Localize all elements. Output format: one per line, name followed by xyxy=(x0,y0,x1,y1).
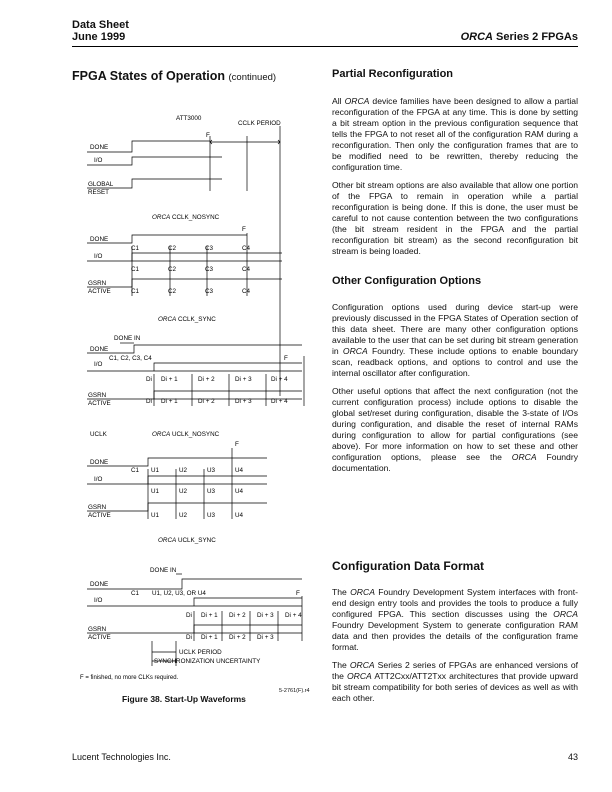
p6-c: Series 2 series of FPGAs are enhanced versions of the xyxy=(332,660,578,681)
heading-other-options: Other Configuration Options xyxy=(332,275,482,287)
di-label-d0: Di xyxy=(186,634,192,641)
p4-start: Other useful options that affect the next configuration (not the current configuration process) include options to disable the global set/reset during configuration, disable the 3-state of I/Os during configuration, and disable the reset of internal RAMs during configuration to allow for partial configurations (see above). For more information on how to set these and other configuration options, please see the xyxy=(332,386,578,462)
u3-label-a: U3 xyxy=(207,467,216,474)
cclk-nosync-ticks xyxy=(132,233,247,296)
header-product xyxy=(461,31,578,43)
done-label-5: DONE xyxy=(90,581,109,588)
gsrn-label-1: GSRN xyxy=(88,280,107,287)
p1-rest: device families have been designed to allow a partial reconfiguration of the FPGA at any time. This is done by setting a bit stream option in the previous configuration sequence that tells the FPGA to not reset all of the configuration RAM during a reconfiguration. Then only the configuration frames that are to be modified need to be rewritten, thereby reducing the configuration time. xyxy=(332,96,578,172)
di-label-a4: Di + 4 xyxy=(271,376,288,383)
p1-orca: ORCA xyxy=(344,96,370,106)
uclk-period-label: UCLK PERIOD xyxy=(179,649,222,656)
c1-label-c: C1 xyxy=(131,288,140,295)
uclk-sync-text: UCLK_SYNC xyxy=(177,537,216,544)
di-label-d1: Di + 1 xyxy=(201,634,218,641)
uclk-nosync-title xyxy=(152,431,220,438)
orca-tag-3: ORCA xyxy=(152,431,171,438)
header-date: June 1999 xyxy=(72,31,126,43)
global-label: GLOBAL xyxy=(88,181,114,188)
uclk-sync-title xyxy=(158,537,216,544)
done-label-2: DONE xyxy=(90,236,109,243)
di-label-b4: Di + 4 xyxy=(271,398,288,405)
sync-uncertainty-label: SYNCHRONIZATION UNCERTAINTY xyxy=(154,658,261,665)
u-seq-label: U1, U2, U3, OR U4 xyxy=(152,590,206,597)
section-title-text: FPGA States of Operation xyxy=(72,69,226,83)
section-title-suffix: (continued) xyxy=(228,72,277,83)
u2-label-c: U2 xyxy=(179,512,188,519)
io-label-4: I/O xyxy=(94,476,103,483)
c1-label-u: C1 xyxy=(131,467,140,474)
u4-label-a: U4 xyxy=(235,467,244,474)
di-label-c3: Di + 3 xyxy=(257,612,274,619)
c4-label-a: C4 xyxy=(242,245,251,252)
p6-orca-2: ORCA xyxy=(346,671,372,681)
orca-tag-1: ORCA xyxy=(152,214,171,221)
io-wave-4 xyxy=(87,476,267,484)
gsrn-label-2: GSRN xyxy=(88,392,107,399)
di-label-b1: Di + 1 xyxy=(161,398,178,405)
done-wave-5 xyxy=(87,579,302,589)
c-seq-label: C1, C2, C3, C4 xyxy=(109,355,152,362)
di-label-b3: Di + 3 xyxy=(235,398,252,405)
di-label-a1: Di + 1 xyxy=(161,376,178,383)
para-format-1 xyxy=(332,587,578,653)
c3-label-b: C3 xyxy=(205,266,214,273)
p3-orca: ORCA xyxy=(342,346,368,356)
cclk-period-label: CCLK PERIOD xyxy=(238,120,281,127)
io-wave-5 xyxy=(87,598,302,606)
io-wave-3 xyxy=(87,363,302,371)
u3-label-c: U3 xyxy=(207,512,216,519)
c4-label-b: C4 xyxy=(242,266,251,273)
u1-label-a: U1 xyxy=(151,467,160,474)
done-wave-2 xyxy=(87,235,247,243)
c2-label-b: C2 xyxy=(168,266,177,273)
other-options-body xyxy=(332,302,578,481)
orca-tag-4: ORCA xyxy=(158,537,177,544)
f-marker-3: F xyxy=(284,355,288,362)
gsrn-wave-3 xyxy=(87,503,267,511)
uclk-nosync-text: UCLK_NOSYNC xyxy=(171,431,220,438)
p6-e: ATT2Cxx/ATT2Txx architectures that provide upward bit stream compatibility for both series of devices as well as with each other. xyxy=(332,671,578,703)
di-label-a0: Di xyxy=(146,376,152,383)
di-label-c2: Di + 2 xyxy=(229,612,246,619)
header-rule xyxy=(72,46,578,47)
orca-tag-2: ORCA xyxy=(158,316,177,323)
f-marker-5: F xyxy=(296,590,300,597)
para-format-2 xyxy=(332,660,578,704)
f-marker-4: F xyxy=(235,441,239,448)
u3-label-b: U3 xyxy=(207,488,216,495)
p3-rest: Foundry. These include options to enable boundary scan, readback options, and options to control and use the internal oscillator after configuration. xyxy=(332,346,578,378)
c3-label-a: C3 xyxy=(205,245,214,252)
di-label-c4: Di + 4 xyxy=(285,612,302,619)
para-partial-1 xyxy=(332,96,578,173)
p5-e: Foundry Development System to generate configuration RAM data and then provides the details of the configuration frame format. xyxy=(332,620,578,652)
di-label-d2: Di + 2 xyxy=(229,634,246,641)
para-other-1 xyxy=(332,302,578,379)
done-label-4: DONE xyxy=(90,459,109,466)
c3-label-c: C3 xyxy=(205,288,214,295)
io-label-5: I/O xyxy=(94,597,103,604)
io-label-2: I/O xyxy=(94,253,103,260)
start-up-waveforms-figure xyxy=(72,96,312,706)
di-label-b2: Di + 2 xyxy=(198,398,215,405)
att3000-label: ATT3000 xyxy=(176,115,202,122)
cclk-sync-text: CCLK_SYNC xyxy=(177,316,216,323)
right-column xyxy=(332,69,578,729)
c2-label-a: C2 xyxy=(168,245,177,252)
di-label-b0: Di xyxy=(146,398,152,405)
f-marker: F xyxy=(206,132,210,139)
cclk-nosync-title xyxy=(152,214,220,221)
done-label-1: DONE xyxy=(90,144,109,151)
p5-a: The xyxy=(332,587,351,597)
p5-c: Foundry Development System interfaces with front-end design entry tools and provides the tools to produce a fully configured FPGA. This section discusses using the xyxy=(332,587,578,619)
u2-label-b: U2 xyxy=(179,488,188,495)
u1-label-c: U1 xyxy=(151,512,160,519)
figure-id: 5-2761(F).r4 xyxy=(279,688,310,694)
io-wave-1 xyxy=(87,157,222,165)
p6-a: The xyxy=(332,660,350,670)
io-label-3: I/O xyxy=(94,361,103,368)
heading-config-data-format: Configuration Data Format xyxy=(332,559,484,573)
c1-label-b: C1 xyxy=(131,266,140,273)
di-label-c1: Di + 1 xyxy=(201,612,218,619)
io-label-1: I/O xyxy=(94,157,103,164)
u1-label-b: U1 xyxy=(151,488,160,495)
p4-orca: ORCA xyxy=(511,452,537,462)
done-wave-3 xyxy=(87,345,302,353)
gsrn-wave-4 xyxy=(87,625,302,633)
di-label-a2: Di + 2 xyxy=(198,376,215,383)
di-label-c0: Di xyxy=(186,612,192,619)
p5-orca-1: ORCA xyxy=(350,587,375,597)
footer-page-number: 43 xyxy=(567,752,578,762)
section-title xyxy=(72,69,276,83)
di-label-a3: Di + 3 xyxy=(235,376,252,383)
p3-start: Configuration options used during device start-up were previously discussed in the FPGA States of Operation section of this data sheet. There are many other configuration options available to the user that can be set during bit stream generation in xyxy=(332,302,578,356)
done-in-label-2: DONE IN xyxy=(150,567,177,574)
partial-reconfig-body xyxy=(332,96,578,264)
u4-label-c: U4 xyxy=(235,512,244,519)
waveform-diagram xyxy=(72,96,312,706)
p1-start: All xyxy=(332,96,345,106)
para-partial-2: Other bit stream options are also available that allow one portion of the FPGA to remain in operation while a partial reconfiguration is being done. If this is done, the user must be careful to not cause contention between the two configurations (the bit stream resident in the FPGA and the partial reconfiguration bit stream) as the second reconfiguration bit stream is being loaded. xyxy=(332,180,578,256)
c1-label-a: C1 xyxy=(131,245,140,252)
gsrn-wave-1 xyxy=(87,279,282,287)
heading-partial-reconfiguration: Partial Reconfiguration xyxy=(332,68,454,80)
uclk-label: UCLK xyxy=(90,431,107,438)
p4-rest: Foundry documentation. xyxy=(332,452,578,473)
cclk-sync-title xyxy=(158,316,216,323)
p5-orca-2: ORCA xyxy=(553,609,578,619)
p6-orca-1: ORCA xyxy=(349,660,375,670)
c4-label-c: C4 xyxy=(242,288,251,295)
header-brand-rest: Series 2 FPGAs xyxy=(493,31,578,43)
uclk-nosync-ticks xyxy=(148,448,232,519)
gsrn-wave-2 xyxy=(87,391,302,399)
reset-label: RESET xyxy=(88,189,109,196)
active-label-4: ACTIVE xyxy=(88,634,111,641)
done-in-label-1: DONE IN xyxy=(114,335,141,342)
io-wave-2 xyxy=(87,253,282,261)
footnote-finished: F = finished, no more CLKs required. xyxy=(80,675,179,681)
para-other-2 xyxy=(332,386,578,474)
f-marker-2: F xyxy=(242,226,246,233)
c1-label-us: C1 xyxy=(131,590,140,597)
header-brand-italic: ORCA xyxy=(460,31,493,43)
cclk-nosync-text: CCLK_NOSYNC xyxy=(171,214,220,221)
done-label-3: DONE xyxy=(90,346,109,353)
active-label-3: ACTIVE xyxy=(88,512,111,519)
figure-caption: Figure 38. Start-Up Waveforms xyxy=(122,694,246,704)
done-wave-4 xyxy=(87,458,267,466)
footer-company: Lucent Technologies Inc. xyxy=(72,752,171,762)
active-label-2: ACTIVE xyxy=(88,400,111,407)
gsrn-label-4: GSRN xyxy=(88,626,107,633)
gsrn-label-3: GSRN xyxy=(88,504,107,511)
active-label-1: ACTIVE xyxy=(88,288,111,295)
c2-label-c: C2 xyxy=(168,288,177,295)
u2-label-a: U2 xyxy=(179,467,188,474)
di-label-d3: Di + 3 xyxy=(257,634,274,641)
header-doc-type: Data Sheet xyxy=(72,19,129,31)
config-format-body xyxy=(332,587,578,711)
u4-label-b: U4 xyxy=(235,488,244,495)
